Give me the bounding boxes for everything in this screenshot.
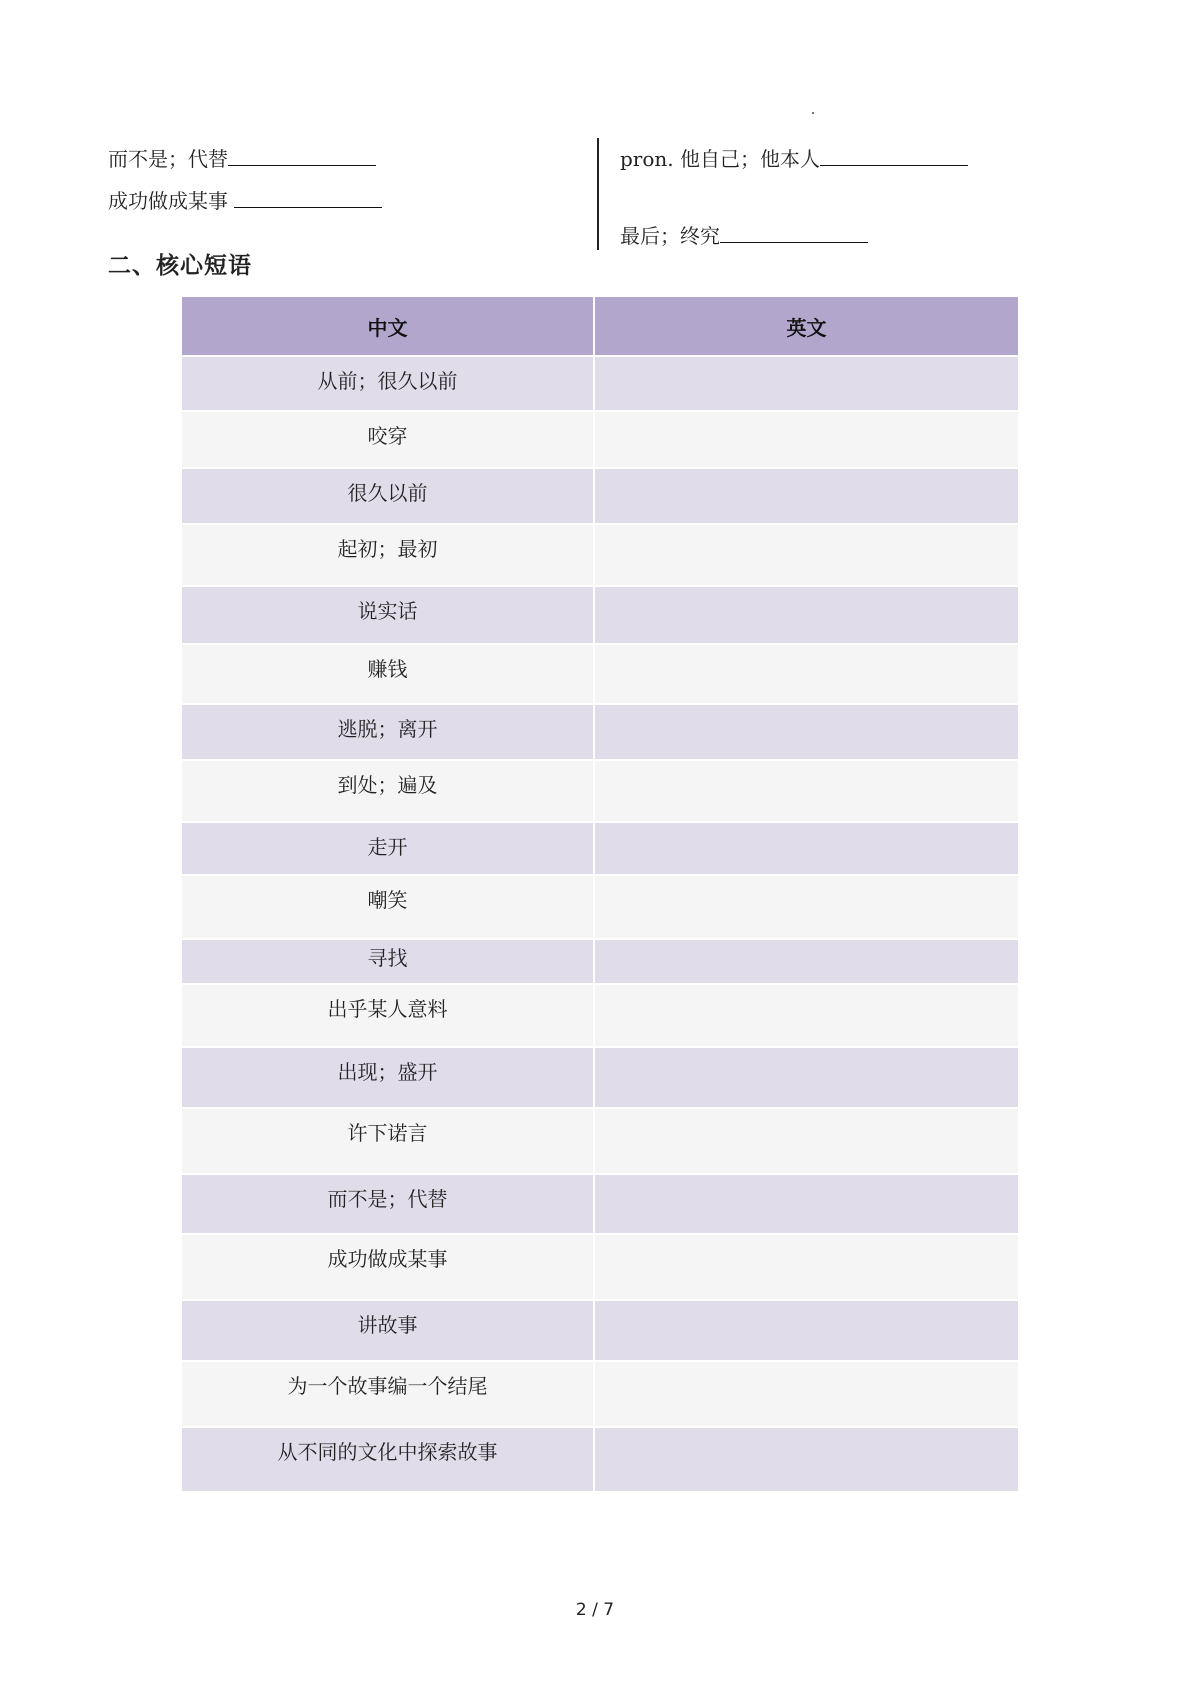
table-row — [181, 644, 1019, 704]
phrase-table — [180, 295, 1020, 1493]
answer-blank[interactable] — [820, 145, 968, 166]
english-cell[interactable] — [594, 1427, 1019, 1492]
answer-blank[interactable] — [720, 222, 868, 243]
english-cell[interactable] — [594, 984, 1019, 1047]
stray-dot — [812, 112, 814, 114]
table-row — [181, 875, 1019, 939]
vocab-item-2 — [108, 185, 382, 214]
chinese-cell: 逃脱；离开 — [181, 704, 594, 760]
english-cell[interactable] — [594, 411, 1019, 468]
answer-blank[interactable] — [234, 187, 382, 208]
chinese-cell: 许下诺言 — [181, 1108, 594, 1174]
chinese-cell: 到处；遍及 — [181, 760, 594, 822]
table-row — [181, 468, 1019, 524]
chinese-cell: 说实话 — [181, 586, 594, 644]
chinese-cell: 成功做成某事 — [181, 1234, 594, 1300]
english-cell[interactable] — [594, 704, 1019, 760]
english-cell[interactable] — [594, 586, 1019, 644]
table-row — [181, 1300, 1019, 1361]
table-row — [181, 1108, 1019, 1174]
table-row — [181, 704, 1019, 760]
table-row — [181, 984, 1019, 1047]
table-row — [181, 1427, 1019, 1492]
english-cell[interactable] — [594, 939, 1019, 984]
chinese-cell: 为一个故事编一个结尾 — [181, 1361, 594, 1427]
chinese-cell: 从不同的文化中探索故事 — [181, 1427, 594, 1492]
table-row — [181, 524, 1019, 586]
english-cell[interactable] — [594, 1047, 1019, 1108]
page-number: 2 / 7 — [575, 1600, 615, 1620]
english-cell[interactable] — [594, 760, 1019, 822]
section-title: 二、核心短语 — [108, 253, 252, 279]
english-cell[interactable] — [594, 1234, 1019, 1300]
chinese-cell: 而不是；代替 — [181, 1174, 594, 1234]
english-cell[interactable] — [594, 822, 1019, 875]
english-cell[interactable] — [594, 356, 1019, 411]
header-chinese: 中文 — [181, 296, 594, 356]
column-divider — [597, 138, 599, 250]
english-cell[interactable] — [594, 1300, 1019, 1361]
header-english: 英文 — [594, 296, 1019, 356]
chinese-cell: 走开 — [181, 822, 594, 875]
table-row — [181, 939, 1019, 984]
vocab-item-1 — [108, 143, 376, 172]
table-row — [181, 1234, 1019, 1300]
english-cell[interactable] — [594, 1108, 1019, 1174]
chinese-cell: 咬穿 — [181, 411, 594, 468]
chinese-cell: 赚钱 — [181, 644, 594, 704]
vocab-label: 最后；终究 — [620, 224, 720, 248]
vocab-label: 成功做成某事 — [108, 189, 235, 213]
table-row — [181, 586, 1019, 644]
chinese-cell: 从前；很久以前 — [181, 356, 594, 411]
table-row — [181, 411, 1019, 468]
table-row — [181, 760, 1019, 822]
chinese-cell: 很久以前 — [181, 468, 594, 524]
english-cell[interactable] — [594, 524, 1019, 586]
vocab-item-3 — [620, 143, 968, 172]
chinese-cell: 讲故事 — [181, 1300, 594, 1361]
vocab-label: pron. 他自己；他本人 — [620, 147, 820, 171]
chinese-cell: 寻找 — [181, 939, 594, 984]
english-cell[interactable] — [594, 1174, 1019, 1234]
table-row — [181, 1047, 1019, 1108]
chinese-cell: 起初；最初 — [181, 524, 594, 586]
table-row — [181, 356, 1019, 411]
english-cell[interactable] — [594, 875, 1019, 939]
table-row — [181, 822, 1019, 875]
english-cell[interactable] — [594, 468, 1019, 524]
chinese-cell: 嘲笑 — [181, 875, 594, 939]
chinese-cell: 出乎某人意料 — [181, 984, 594, 1047]
table-row — [181, 1361, 1019, 1427]
vocab-label: 而不是；代替 — [108, 147, 228, 171]
english-cell[interactable] — [594, 644, 1019, 704]
answer-blank[interactable] — [228, 145, 376, 166]
english-cell[interactable] — [594, 1361, 1019, 1427]
vocab-item-4 — [620, 220, 868, 249]
table-row — [181, 1174, 1019, 1234]
chinese-cell: 出现；盛开 — [181, 1047, 594, 1108]
